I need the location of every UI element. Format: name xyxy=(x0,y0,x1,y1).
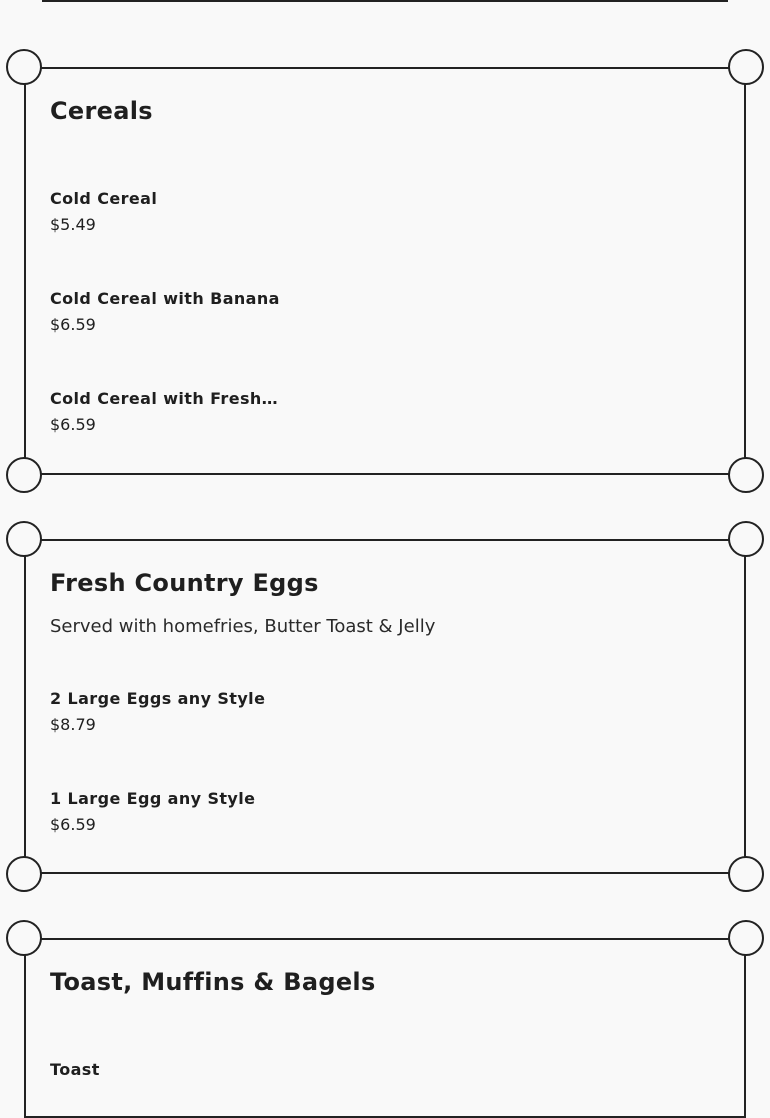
menu-section-toast-muffins-bagels xyxy=(24,938,746,1118)
menu-item-price: $6.59 xyxy=(50,415,96,434)
menu-item-name: Cold Cereal with Fresh… xyxy=(50,389,279,408)
menu-section-cereals xyxy=(24,67,746,475)
previous-section-card-edge xyxy=(42,0,728,2)
menu-item[interactable] xyxy=(50,1060,100,1086)
menu-section-fresh-country-eggs xyxy=(24,539,746,874)
card-corner xyxy=(6,457,42,493)
card-corner xyxy=(6,49,42,85)
card-corner xyxy=(6,856,42,892)
menu-item-name: 1 Large Egg any Style xyxy=(50,789,256,808)
menu-item-name: Toast xyxy=(50,1060,100,1079)
menu-item[interactable] xyxy=(50,189,157,235)
menu-item[interactable] xyxy=(50,389,278,435)
menu-item-name: 2 Large Eggs any Style xyxy=(50,689,266,708)
card-corner xyxy=(728,49,764,85)
menu-item-price: $8.79 xyxy=(50,715,96,734)
section-title: Cereals xyxy=(50,97,153,125)
card-corner xyxy=(6,920,42,956)
menu-item[interactable] xyxy=(50,789,255,835)
menu-item[interactable] xyxy=(50,289,280,335)
card-corner xyxy=(728,856,764,892)
card-corner xyxy=(728,521,764,557)
section-title: Toast, Muffins & Bagels xyxy=(50,968,376,996)
card-corner xyxy=(728,457,764,493)
menu-item-price: $5.49 xyxy=(50,215,96,234)
section-title: Fresh Country Eggs xyxy=(50,569,319,597)
menu-item-name: Cold Cereal with Banana xyxy=(50,289,280,308)
card-corner xyxy=(728,920,764,956)
menu-item[interactable] xyxy=(50,689,265,735)
section-subtitle: Served with homefries, Butter Toast & Jelly xyxy=(50,616,436,637)
menu-item-price: $6.59 xyxy=(50,315,96,334)
menu-item-price: $6.59 xyxy=(50,815,96,834)
card-corner xyxy=(6,521,42,557)
menu-item-name: Cold Cereal xyxy=(50,189,158,208)
